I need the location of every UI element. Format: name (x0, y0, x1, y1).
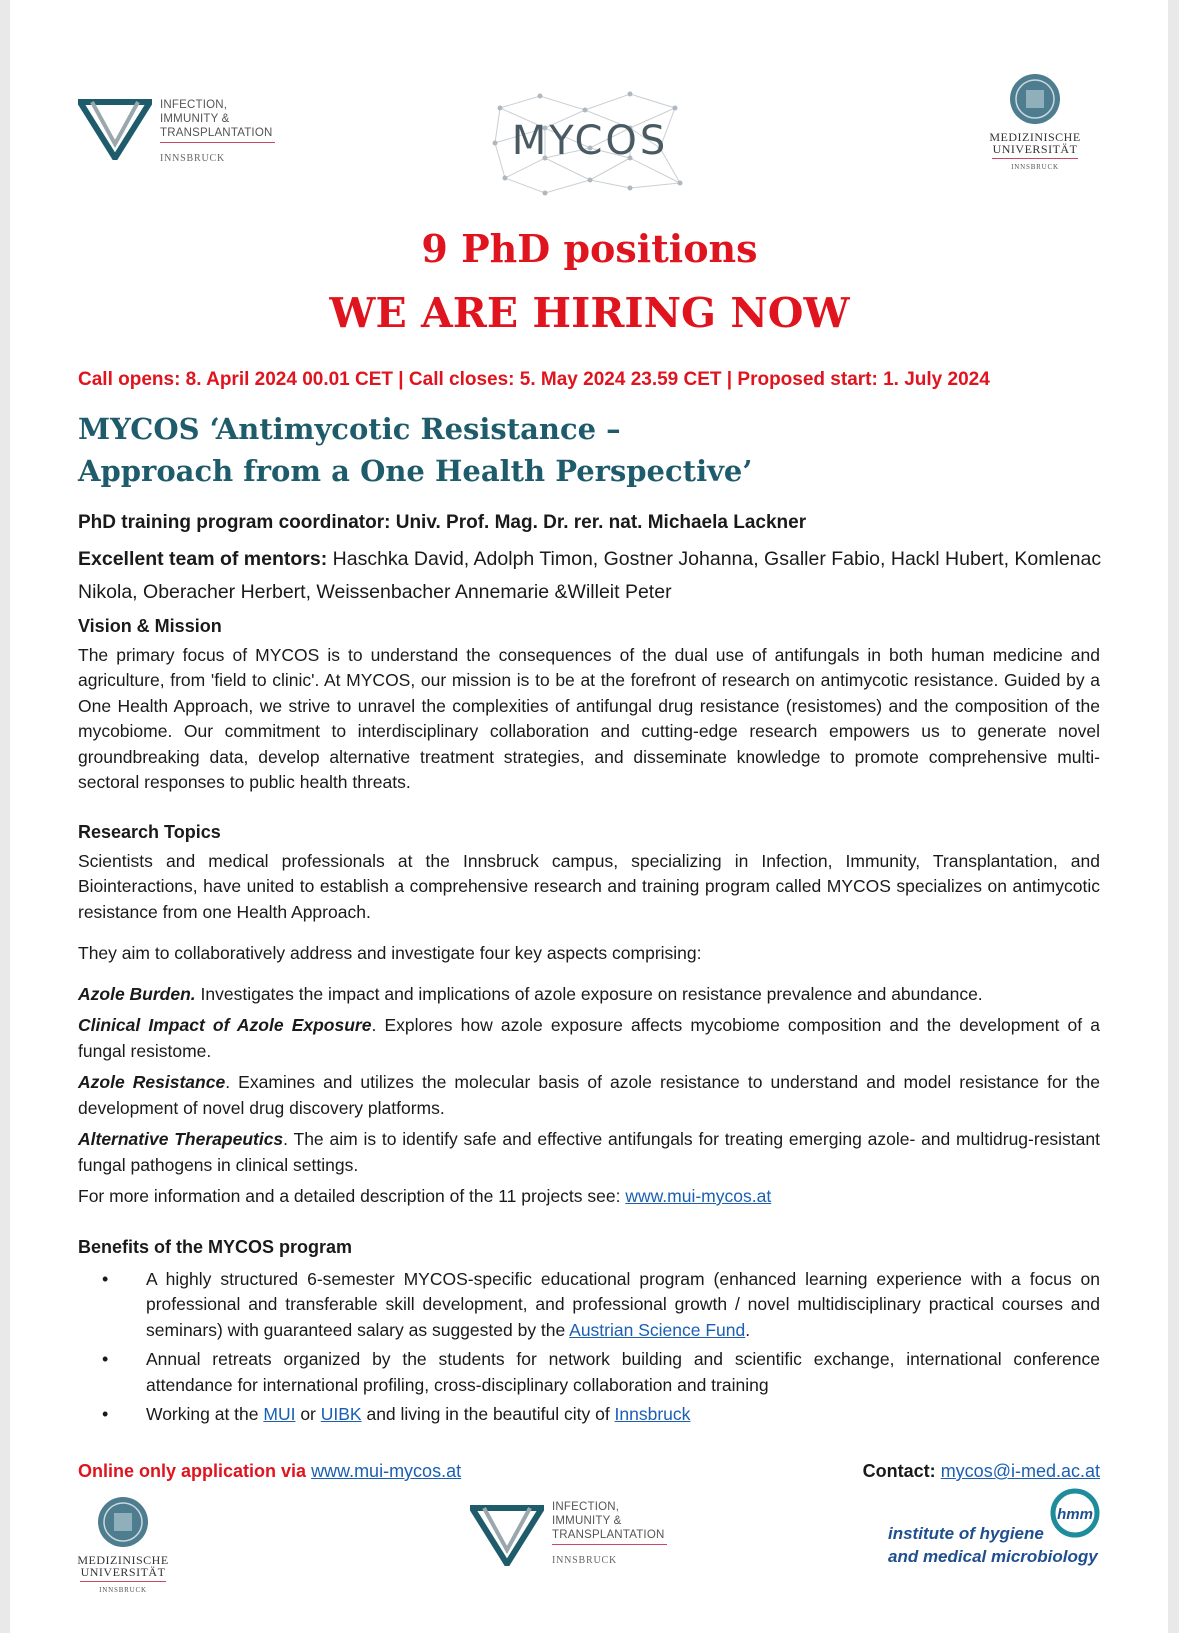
iit-divider (160, 142, 275, 143)
benefits-heading: Benefits of the MYCOS program (78, 1237, 353, 1257)
mentors-names: Haschka David, Adolph Timon, Gostner Johanna, Gsaller Fabio, Hackl Hubert, Komlenac Nikola, Oberacher Herbert, Weissenbacher Annemarie &Willeit Peter (78, 548, 1102, 603)
hmm-badge-text: hmm (1057, 1506, 1093, 1523)
benefit-text: A highly structured 6-semester MYCOS-specific educational program (enhanced learning experience with a focus on professional and transferable skill development, and professional growth / novel multidisciplinary practical courses and seminars) with guaranteed salary as suggested by the (146, 1268, 1100, 1340)
mui-city: INNSBRUCK (1011, 163, 1059, 171)
benefit-text: Working at the (146, 1404, 264, 1424)
network-icon (490, 88, 690, 198)
iit-triangle-icon (470, 1502, 544, 1566)
iit-city: INNSBRUCK (552, 1555, 617, 1566)
apply-label: Online only application via (78, 1461, 307, 1481)
mui-line2: UNIVERSITÄT (80, 1565, 166, 1579)
mycos-logo (490, 88, 690, 198)
program-title (78, 408, 752, 492)
hmm-logo (880, 1488, 1100, 1568)
hmm-line1: institute of hygiene (888, 1524, 1044, 1543)
benefit-text: or (295, 1404, 321, 1424)
contact-label: Contact: (862, 1461, 936, 1481)
list-item (78, 1402, 1100, 1428)
topic-item (78, 1070, 1100, 1121)
topic-item (78, 1127, 1100, 1178)
mui-line1: MEDIZINISCHE (77, 1553, 169, 1567)
topic-text: . The aim is to identify safe and effective antifungals for treating emerging azole- and multidrug-resistant fungal pathogens in clinical settings. (78, 1129, 1100, 1175)
hiring-headline: WE ARE HIRING NOW (329, 289, 850, 337)
iit-line2: IMMUNITY & (552, 1515, 622, 1527)
footer-iit-logo (470, 1500, 680, 1570)
mycos-website-link[interactable]: www.mui-mycos.at (625, 1186, 772, 1206)
mui-link[interactable]: MUI (263, 1404, 296, 1424)
topic-name: Clinical Impact of Azole Exposure (78, 1015, 372, 1035)
innsbruck-link[interactable]: Innsbruck (614, 1404, 691, 1424)
topic-item (78, 982, 1100, 1008)
mui-line1: MEDIZINISCHE (989, 130, 1081, 144)
uibk-link[interactable]: UIBK (320, 1404, 362, 1424)
iit-logo (78, 96, 288, 166)
iit-line2: IMMUNITY & (160, 113, 230, 125)
iit-triangle-icon (78, 96, 152, 160)
list-item: • Annual retreats organized by the students for network building and scientific exchange, international conference attendance for international profiling, cross-disciplinary collaboration and training (78, 1347, 1100, 1398)
mentors-label: Excellent team of mentors: (78, 548, 328, 570)
university-seal-icon (96, 1495, 150, 1549)
iit-line1: INFECTION, (160, 99, 228, 111)
contact-email-link[interactable]: mycos@i-med.ac.at (940, 1461, 1100, 1481)
research-heading: Research Topics (78, 822, 221, 842)
more-info-text: For more information and a detailed description of the 11 projects see: (78, 1186, 626, 1206)
application-line (78, 1461, 461, 1482)
coordinator: PhD training program coordinator: Univ. Prof. Mag. Dr. rer. nat. Michaela Lackner (78, 512, 807, 533)
vision-text: The primary focus of MYCOS is to understand the consequences of the dual use of antifungals in both human medicine and agriculture, from 'field to clinic'. At MYCOS, our mission is to be at the forefront of research on antimycotic resistance. Guided by a One Health Approach, we strive to unravel the complexities of antifungal drug resistance (resistomes) and the composition of the mycobiome. Our commitment to interdisciplinary collaboration and cutting-edge research empowers us to generate novel groundbreaking data, develop alternative treatment strategies, and disseminate knowledge to promote comprehensive multi-sectoral responses to public health threats. (78, 644, 1100, 792)
mui-logo (980, 72, 1090, 172)
research-aim: They aim to collaboratively address and investigate four key aspects comprising: (78, 943, 702, 963)
vision-section (78, 614, 1100, 796)
title-line1: MYCOS ‘Antimycotic Resistance – (78, 412, 621, 446)
mui-line2: UNIVERSITÄT (992, 142, 1078, 156)
research-section (78, 820, 1100, 1210)
iit-line1: INFECTION, (552, 1501, 620, 1513)
topic-item (78, 1013, 1100, 1064)
topic-text: . Examines and utilizes the molecular basis of azole resistance to understand and model resistance for the development of novel drug discovery platforms. (78, 1072, 1101, 1118)
mentors (78, 543, 1108, 609)
topic-name: Azole Resistance (78, 1072, 226, 1092)
austrian-science-fund-link[interactable]: Austrian Science Fund (569, 1319, 746, 1340)
mui-divider (80, 1581, 166, 1582)
iit-divider (552, 1544, 667, 1545)
call-dates: Call opens: 8. April 2024 00.01 CET | Call closes: 5. May 2024 23.59 CET | Proposed start: 1. July 2024 (78, 369, 990, 390)
benefits-section (78, 1235, 1100, 1432)
mui-city: INNSBRUCK (99, 1586, 147, 1594)
topic-text: Investigates the impact and implications of azole exposure on resistance prevalence and abundance. (195, 983, 983, 1004)
vision-heading: Vision & Mission (78, 616, 222, 636)
mycos-wordmark: MYCOS (511, 118, 669, 164)
benefit-text: and living in the beautiful city of (361, 1404, 615, 1424)
contact-line (863, 1461, 1100, 1482)
research-intro: Scientists and medical professionals at the Innsbruck campus, specializing in Infection, Immunity, Transplantation, and Biointeractions, have united to establish a comprehensive research and training program called MYCOS specializes on antimycotic resistance from one Health Approach. (78, 850, 1100, 922)
topic-text: . Explores how azole exposure affects mycobiome composition and the development of a fungal resistome. (78, 1015, 1100, 1061)
footer-mui-logo (68, 1495, 178, 1605)
list-item (78, 1267, 1100, 1344)
benefits-list (78, 1267, 1100, 1428)
title-line2: Approach from a One Health Perspective’ (78, 454, 753, 488)
more-info (78, 1184, 1100, 1210)
positions-headline: 9 PhD positions (421, 226, 758, 271)
iit-line3: TRANSPLANTATION (552, 1529, 665, 1541)
university-seal-icon (1008, 72, 1062, 126)
iit-line3: TRANSPLANTATION (160, 127, 273, 139)
mui-divider (992, 158, 1078, 159)
topic-name: Alternative Therapeutics (78, 1129, 284, 1149)
apply-link[interactable]: www.mui-mycos.at (311, 1461, 462, 1481)
topic-name: Azole Burden. (78, 983, 196, 1004)
iit-city: INNSBRUCK (160, 153, 225, 164)
benefit-text-end: . (745, 1319, 751, 1340)
hmm-line2: and medical microbiology (888, 1547, 1098, 1566)
